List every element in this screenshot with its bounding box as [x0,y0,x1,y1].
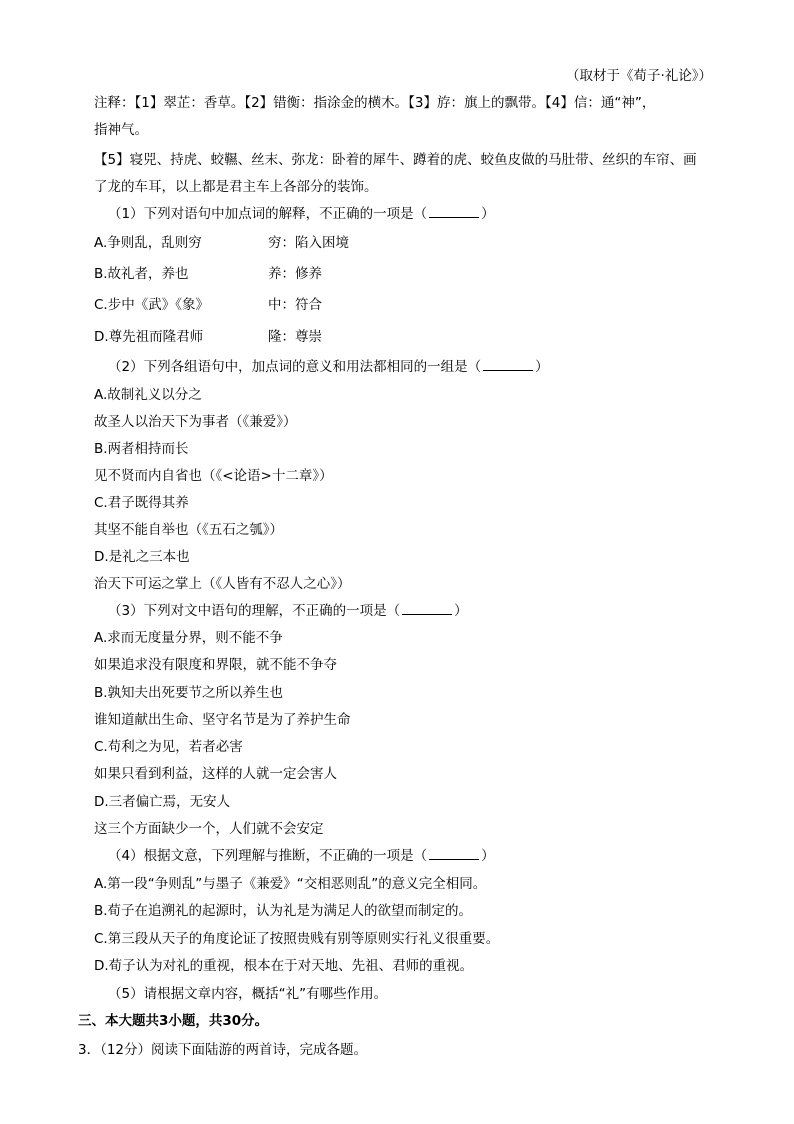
notes-line-4: 了龙的车耳，以上都是君主车上各部分的装饰。 [94,179,378,195]
q3-line: A.求而无度量分界，则不能不争 [94,630,283,646]
q4-option-c: C.第三段从天子的角度论证了按照贵贱有别等原则实行礼义很重要。 [94,931,500,947]
notes-line-2: 指神气。 [94,122,148,138]
q2-line: 治天下可运之掌上（《人皆有不忍人之心》） [94,576,351,592]
q3-line: D.三者偏亡焉，无安人 [94,794,231,810]
q2-line: 见不贤而内自省也（《<论语>十二章》） [94,468,333,484]
question-5-stem: （5）请根据文章内容，概括“礼”有哪些作用。 [108,986,388,1002]
notes-line-1: 注释：【1】翠芷：香草。【2】错衡：指涂金的横木。【3】斿：旗上的飘带。【4】信：通“神”， [94,95,656,111]
q1-option-d: D.尊先祖而隆君师 隆：尊崇 [94,329,322,345]
q3-line: 这三个方面缺少一个，人们就不会安定 [94,821,324,837]
q2-line: D.是礼之三本也 [94,549,190,565]
q3-line: 如果只看到利益，这样的人就一定会害人 [94,766,337,782]
question-3-stem: （3）下列对文中语句的理解，不正确的一项是（ ） [108,603,468,619]
answer-blank [402,602,452,615]
answer-blank [429,847,479,860]
q1-option-a: A.争则乱，乱则穷 穷：陷入困境 [94,235,349,251]
q4-option-d: D.荀子认为对礼的重视，根本在于对天地、先祖、君师的重视。 [94,958,474,974]
question-1-stem: （1）下列对语句中加点词的解释，不正确的一项是（ ） [108,206,495,222]
section-heading: 三、本大题共3小题，共30分。 [78,1013,269,1029]
q3-line: B.孰知夫出死要节之所以养生也 [94,685,284,701]
q3-line: 如果追求没有限度和界限，就不能不争夺 [94,657,337,673]
notes-line-3: 【5】寝兕、持虎、蛟韅、丝末、弥龙：卧着的犀牛、蹲着的虎、蛟鱼皮做的马肚带、丝织的车帘、画 [94,152,697,168]
q1-option-b: B.故礼者，养也 养：修养 [94,266,322,282]
answer-blank [483,358,533,371]
answer-blank [429,205,479,218]
q2-line: B.两者相持而长 [94,441,189,457]
q2-line: 其坚不能自举也（《五石之瓠》） [94,522,283,538]
q2-line: A.故制礼义以分之 [94,387,202,403]
question-4-stem: （4）根据文意，下列理解与推断，不正确的一项是（ ） [108,848,495,864]
q3-line: 谁知道献出生命、坚守名节是为了养护生命 [94,712,351,728]
q2-line: C.君子既得其养 [94,495,189,511]
q2-line: 故圣人以治天下为事者（《兼爱》） [94,414,297,430]
q3-line: C.苟利之为见，若者必害 [94,739,243,755]
q4-option-b: B.荀子在追溯礼的起源时，认为礼是为满足人的欲望而制定的。 [94,903,473,919]
question-2-stem: （2）下列各组语句中，加点词的意义和用法都相同的一组是（ ） [108,359,549,375]
q1-option-c: C.步中《武》《象》 中：符合 [94,297,322,313]
q4-option-a: A.第一段“争则乱”与墨子《兼爱》“交相恶则乱”的意义完全相同。 [94,876,487,892]
source-citation: （取材于《荀子·礼论》） [566,68,713,84]
next-question: 3．（12分）阅读下面陆游的两首诗，完成各题。 [78,1042,368,1058]
